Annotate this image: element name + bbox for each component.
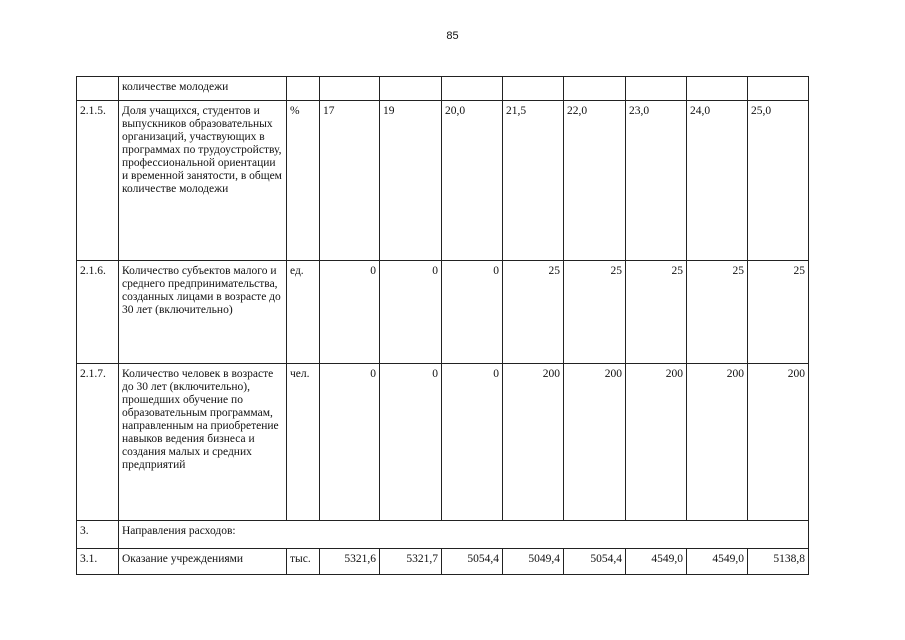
value-cell: 22,0 xyxy=(564,101,626,261)
row-name-cell: Направления расходов: xyxy=(119,521,809,549)
value-cell: 5054,4 xyxy=(564,549,626,575)
value-cell: 24,0 xyxy=(687,101,748,261)
value-cell xyxy=(748,77,809,101)
row-name-cell: количестве молодежи xyxy=(119,77,287,101)
table-row xyxy=(77,521,809,549)
value-cell: 25 xyxy=(626,261,687,364)
indicators-table xyxy=(76,76,809,575)
value-cell: 21,5 xyxy=(503,101,564,261)
value-cell: 4549,0 xyxy=(626,549,687,575)
value-cell: 5321,7 xyxy=(380,549,442,575)
row-name-cell: Доля учащихся, студентов и выпускников образовательных организаций, участвующих в программах по трудоустройству, профессиональной ориентации и временной занятости, в общем количестве молодежи xyxy=(119,101,287,261)
row-code-cell: 2.1.6. xyxy=(77,261,119,364)
value-cell xyxy=(442,77,503,101)
value-cell: 0 xyxy=(320,364,380,521)
value-cell: 0 xyxy=(442,364,503,521)
value-cell xyxy=(687,77,748,101)
value-cell: 5049,4 xyxy=(503,549,564,575)
row-code-cell: 3. xyxy=(77,521,119,549)
table-row xyxy=(77,549,809,575)
value-cell: 25 xyxy=(687,261,748,364)
row-unit-cell: ед. xyxy=(287,261,320,364)
value-cell: 200 xyxy=(503,364,564,521)
row-unit-cell xyxy=(287,77,320,101)
value-cell: 23,0 xyxy=(626,101,687,261)
row-name-cell: Количество субъектов малого и среднего предпринимательства, созданных лицами в возрасте до 30 лет (включительно) xyxy=(119,261,287,364)
table-row xyxy=(77,364,809,521)
value-cell xyxy=(503,77,564,101)
value-cell: 4549,0 xyxy=(687,549,748,575)
page-number: 85 xyxy=(446,30,459,42)
value-cell: 0 xyxy=(442,261,503,364)
row-code-cell: 2.1.5. xyxy=(77,101,119,261)
value-cell: 5054,4 xyxy=(442,549,503,575)
value-cell xyxy=(564,77,626,101)
row-unit-cell: тыс. xyxy=(287,549,320,575)
value-cell: 25 xyxy=(564,261,626,364)
table-row xyxy=(77,77,809,101)
value-cell: 25 xyxy=(503,261,564,364)
row-code-cell xyxy=(77,77,119,101)
row-name-cell: Оказание учреждениями xyxy=(119,549,287,575)
value-cell: 200 xyxy=(626,364,687,521)
value-cell: 19 xyxy=(380,101,442,261)
row-code-cell: 2.1.7. xyxy=(77,364,119,521)
value-cell: 25,0 xyxy=(748,101,809,261)
value-cell xyxy=(320,77,380,101)
value-cell: 200 xyxy=(564,364,626,521)
row-name-cell: Количество человек в возрасте до 30 лет (включительно), прошедших обучение по образовательным программам, направленным на приобретение навыков ведения бизнеса и создания малых и средних предприятий xyxy=(119,364,287,521)
table-row xyxy=(77,101,809,261)
value-cell: 5321,6 xyxy=(320,549,380,575)
value-cell xyxy=(380,77,442,101)
value-cell xyxy=(626,77,687,101)
row-unit-cell: чел. xyxy=(287,364,320,521)
value-cell: 5138,8 xyxy=(748,549,809,575)
table-row xyxy=(77,261,809,364)
row-code-cell: 3.1. xyxy=(77,549,119,575)
value-cell: 0 xyxy=(380,364,442,521)
value-cell: 200 xyxy=(687,364,748,521)
value-cell: 0 xyxy=(320,261,380,364)
row-unit-cell: % xyxy=(287,101,320,261)
value-cell: 0 xyxy=(380,261,442,364)
value-cell: 25 xyxy=(748,261,809,364)
value-cell: 17 xyxy=(320,101,380,261)
value-cell: 20,0 xyxy=(442,101,503,261)
value-cell: 200 xyxy=(748,364,809,521)
